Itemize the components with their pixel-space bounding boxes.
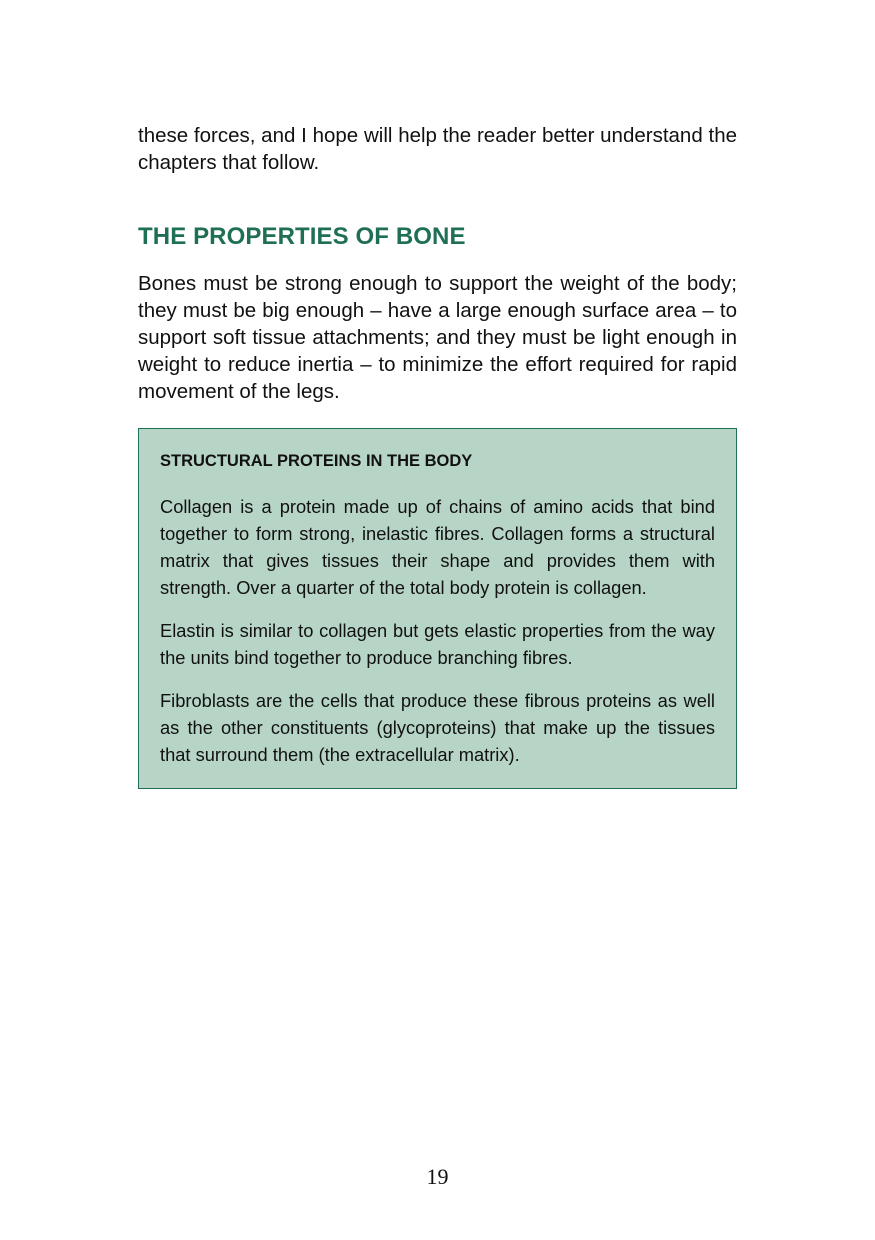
collagen-paragraph: Collagen is a protein made up of chains of amino acids that bind together to form strong, inelastic fibres. Collagen forms a structural matrix that gives tissues their shape and provides them with strength. Over a quarter of the total body protein is collagen. — [160, 496, 715, 598]
intro-paragraph: these forces, and I hope will help the reader better understand the chapters that follow. — [138, 124, 737, 174]
structural-proteins-box — [138, 428, 737, 789]
page-content — [138, 122, 737, 789]
bone-properties-paragraph: Bones must be strong enough to support the weight of the body; they must be big enough – have a large enough surface area – to support soft tissue attachments; and they must be light enough in weight to reduce inertia – to minimize the effort required for rapid movement of the legs. — [138, 272, 737, 403]
box-title: STRUCTURAL PROTEINS IN THE BODY — [160, 452, 473, 470]
elastin-paragraph: Elastin is similar to collagen but gets elastic properties from the way the units bind together to produce branching fibres. — [160, 620, 715, 668]
section-heading: THE PROPERTIES OF BONE — [138, 223, 466, 250]
fibroblasts-paragraph: Fibroblasts are the cells that produce these fibrous proteins as well as the other constituents (glycoproteins) that make up the tissues that surround them (the extracellular matrix). — [160, 690, 715, 765]
page-number: 19 — [426, 1164, 449, 1189]
